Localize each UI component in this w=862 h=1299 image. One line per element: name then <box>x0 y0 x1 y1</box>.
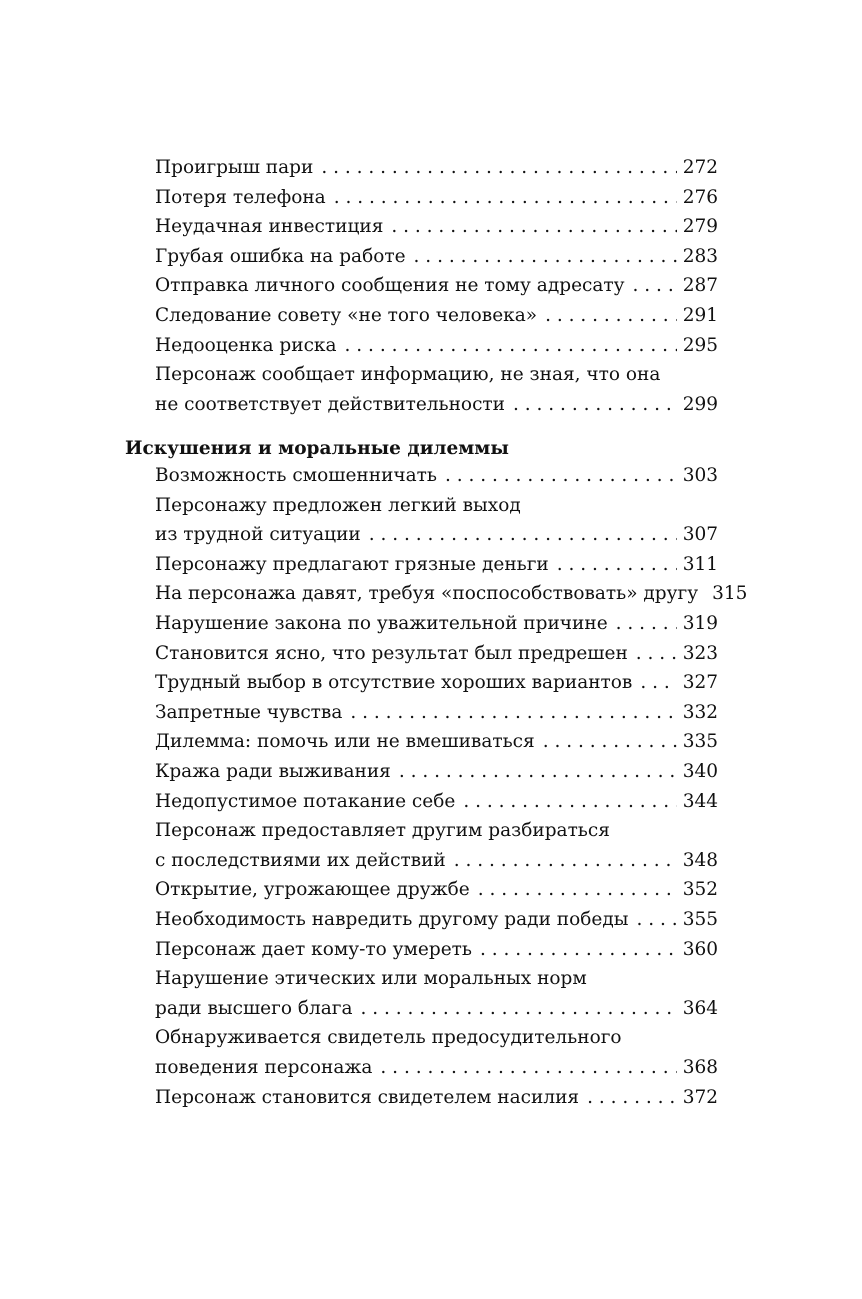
dot-leader <box>463 787 676 817</box>
toc-page-number: 352 <box>682 879 718 901</box>
toc-entry-title: Проигрыш пари <box>155 157 314 178</box>
toc-entry-line <box>155 1053 718 1083</box>
toc-entry-line <box>155 639 718 669</box>
dot-leader <box>369 520 677 550</box>
toc-page-number: 360 <box>682 938 718 960</box>
toc-page-number: 272 <box>682 157 718 178</box>
dot-leader <box>445 461 677 491</box>
toc-entry[interactable] <box>155 1023 718 1082</box>
toc-entry[interactable] <box>155 639 718 669</box>
toc-page-number: 295 <box>682 334 718 356</box>
toc-entry[interactable] <box>155 609 718 639</box>
dot-leader <box>360 994 676 1024</box>
toc-entry-title: Персонаж дает кому-то умереть <box>155 938 472 960</box>
toc-entry[interactable] <box>155 212 718 242</box>
toc-entry[interactable] <box>155 757 718 787</box>
toc-entry-line <box>155 461 718 491</box>
toc-entry-line <box>155 727 718 757</box>
toc-entry-line <box>155 1023 718 1053</box>
toc-page-number: 323 <box>682 642 718 664</box>
toc-entry-title: Персонажу предложен легкий выход <box>155 494 521 516</box>
toc-entry-line <box>155 390 718 420</box>
toc-entry-title: Персонажу предлагают грязные деньги <box>155 553 549 575</box>
dot-leader <box>334 183 677 213</box>
toc-entry-title: Отправка личного сообщения не тому адресату <box>155 275 625 297</box>
toc-entry[interactable] <box>155 153 718 183</box>
toc-entry-line <box>155 271 718 301</box>
toc-entry[interactable] <box>155 331 718 361</box>
toc-entry-line <box>155 994 718 1024</box>
toc-entry-line <box>155 360 718 390</box>
dot-leader <box>345 331 677 361</box>
dot-leader <box>414 242 677 272</box>
toc-entry-line <box>155 491 718 521</box>
dot-leader <box>391 212 676 242</box>
dot-leader <box>380 1053 676 1083</box>
toc-entry[interactable] <box>155 183 718 213</box>
toc-page-number: 299 <box>682 393 718 415</box>
dot-leader <box>557 550 677 580</box>
toc-entry-title: Персонаж предоставляет другим разбираться <box>155 820 610 842</box>
toc-entry[interactable] <box>155 242 718 272</box>
toc-entry-title: Грубая ошибка на работе <box>155 245 406 267</box>
toc-page-number: 335 <box>682 731 718 753</box>
toc-entry-line <box>155 301 718 331</box>
dot-leader <box>640 668 676 698</box>
toc-entry-title: Персонаж становится свидетелем насилия <box>155 1086 580 1108</box>
toc-entry-line <box>155 212 718 242</box>
toc-entry-title: ради высшего блага <box>155 997 353 1019</box>
toc-entry-line <box>155 757 718 787</box>
toc-page-number: 283 <box>682 245 718 267</box>
dot-leader <box>543 727 677 757</box>
toc-page-number: 372 <box>682 1086 718 1108</box>
dot-leader <box>513 390 677 420</box>
toc-entry-line <box>155 1083 718 1113</box>
toc-entry-title: Потеря телефона <box>155 186 326 208</box>
toc-entry[interactable] <box>155 668 718 698</box>
toc-entry-title: поведения персонажа <box>155 1056 373 1078</box>
toc-page-number: 307 <box>682 524 718 546</box>
toc-entry-title: Нарушение этических или моральных норм <box>155 968 587 990</box>
toc-entry[interactable] <box>155 550 718 580</box>
toc-entry-line <box>155 668 718 698</box>
toc-page-number: 291 <box>682 305 718 326</box>
toc-page-number: 332 <box>682 701 718 723</box>
toc-entry[interactable] <box>155 360 718 419</box>
toc-entry[interactable] <box>155 301 718 331</box>
toc-entry[interactable] <box>155 964 718 1023</box>
toc-entry[interactable] <box>155 271 718 301</box>
toc-page-number: 319 <box>682 613 718 634</box>
toc-entry[interactable] <box>155 816 718 875</box>
toc-page-number: 327 <box>682 672 718 694</box>
toc-entry[interactable] <box>155 935 718 965</box>
toc-entry-title: На персонажа давят, требуя «поспособствовать» другу <box>155 583 699 605</box>
dot-leader <box>636 639 677 669</box>
toc-page-number: 315 <box>712 583 748 605</box>
toc-entry-title: Недопустимое потакание себе <box>155 790 456 812</box>
toc-entry[interactable] <box>155 1083 718 1113</box>
dot-leader <box>321 153 676 183</box>
toc-entry-line <box>155 550 718 580</box>
toc-entry-title: Обнаруживается свидетель предосудительного <box>155 1027 622 1049</box>
toc-page-number: 311 <box>682 553 718 575</box>
toc-entry-line <box>155 153 718 183</box>
toc-entry-title: Персонаж сообщает информацию, не зная, что она <box>155 364 661 386</box>
toc-entry-line <box>155 935 718 965</box>
toc-entry[interactable] <box>155 787 718 817</box>
toc-entry-line <box>155 964 718 994</box>
toc-entry[interactable] <box>155 698 718 728</box>
toc-page-number: 276 <box>682 186 718 208</box>
toc-entry[interactable] <box>155 905 718 935</box>
toc-entry-line <box>155 787 718 817</box>
toc-entry-line <box>155 609 718 639</box>
dot-leader <box>478 875 677 905</box>
toc-page-number: 303 <box>682 465 718 486</box>
toc-entry-line <box>155 698 718 728</box>
toc-entry-line <box>155 846 718 876</box>
toc-entry-line <box>155 331 718 361</box>
toc-entry-line <box>155 816 718 846</box>
toc-entry-title: Становится ясно, что результат был предрешен <box>155 642 628 664</box>
toc-entry-title: Кража ради выживания <box>155 761 391 782</box>
toc-entry[interactable] <box>155 461 718 491</box>
dot-leader <box>454 846 677 876</box>
toc-entry-title: Нарушение закона по уважительной причине <box>155 613 608 634</box>
toc-page-number: 344 <box>682 790 718 812</box>
toc-page-number: 287 <box>682 275 718 297</box>
toc-entry-title: Неудачная инвестиция <box>155 216 384 238</box>
toc-page-number: 279 <box>682 216 718 238</box>
toc-entry-title: Трудный выбор в отсутствие хороших вариантов <box>155 672 633 694</box>
section-heading: Искушения и моральные дилеммы <box>125 438 509 459</box>
toc-entry-line <box>155 875 718 905</box>
toc-entry-title: Открытие, угрожающее дружбе <box>155 879 470 901</box>
toc-page-number: 348 <box>682 849 718 871</box>
dot-leader <box>545 301 677 331</box>
toc-entry-title: Следование совету «не того человека» <box>155 305 538 326</box>
dot-leader <box>350 698 676 728</box>
toc-entry-title: Необходимость навредить другому ради победы <box>155 909 629 930</box>
toc-entry[interactable] <box>155 491 718 550</box>
toc-entry-line <box>155 579 748 609</box>
toc-page-number: 355 <box>682 909 718 930</box>
toc-entry-line <box>155 242 718 272</box>
toc-entry-title: Возможность смошенничать <box>155 465 437 486</box>
toc-entry-title: из трудной ситуации <box>155 524 361 546</box>
dot-leader <box>480 935 677 965</box>
toc-entry-line <box>155 905 718 935</box>
dot-leader <box>636 905 676 935</box>
toc-entry-title: Запретные чувства <box>155 701 343 723</box>
dot-leader <box>616 609 677 639</box>
toc-entry[interactable] <box>155 579 748 609</box>
toc-entry[interactable] <box>155 875 718 905</box>
toc-entry-title: с последствиями их действий <box>155 849 446 871</box>
toc-entry-line <box>155 183 718 213</box>
dot-leader <box>399 757 677 787</box>
toc-entry-title: не соответствует действительности <box>155 393 506 415</box>
toc-entry-title: Недооценка риска <box>155 334 337 356</box>
toc-entry-title: Дилемма: помочь или не вмешиваться <box>155 731 535 753</box>
toc-entry[interactable] <box>155 727 718 757</box>
dot-leader <box>587 1083 677 1113</box>
toc-page-number: 340 <box>682 761 718 782</box>
toc-page-number: 364 <box>682 997 718 1019</box>
toc-entry-line <box>155 520 718 550</box>
toc-page-number: 368 <box>682 1056 718 1078</box>
dot-leader <box>633 271 677 301</box>
